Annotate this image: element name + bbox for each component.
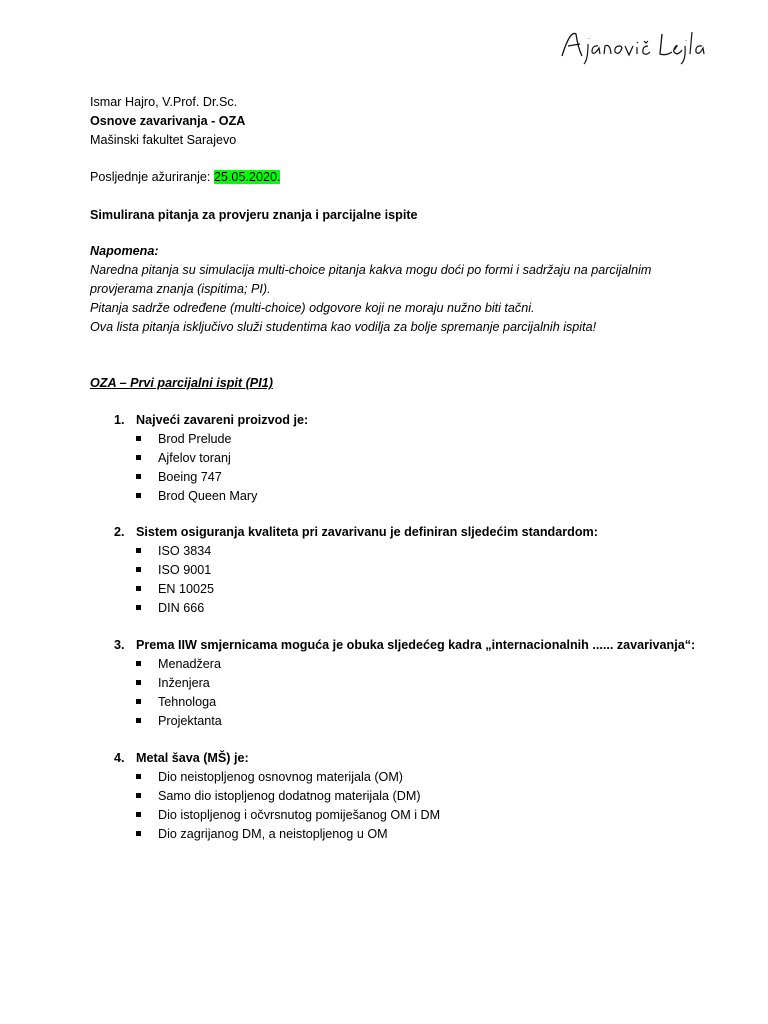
note-heading: Napomena: (90, 244, 159, 258)
bullet-icon (136, 812, 141, 817)
answer-option: DIN 666 (158, 601, 205, 615)
document-title: Simulirana pitanja za provjeru znanja i parcijalne ispite (90, 208, 418, 222)
question-text: Sistem osiguranja kvaliteta pri zavarivanu je definiran sljedećim standardom: (136, 525, 598, 539)
answer-option: Inženjera (158, 676, 210, 690)
update-label: Posljednje ažuriranje: (90, 170, 214, 184)
question-number: 3. (114, 638, 125, 652)
bullet-icon (136, 831, 141, 836)
answer-option: Dio zagrijanog DM, a neistopljenog u OM (158, 827, 388, 841)
note-line: Ova lista pitanja isključivo služi studentima kao vodilja za bolje spremanje parcijalnih ispita! (90, 320, 597, 334)
update-date: 25.05.2020. (213, 170, 281, 184)
answer-option: Tehnologa (158, 695, 217, 709)
bullet-icon (136, 718, 141, 723)
answer-option: Dio istopljenog i očvrsnutog pomiješanog OM i DM (158, 808, 441, 822)
answer-option: Brod Queen Mary (158, 489, 258, 503)
question-number: 4. (114, 751, 125, 765)
answer-option: ISO 9001 (158, 563, 212, 577)
signature-drawing (558, 26, 708, 66)
bullet-icon (136, 699, 141, 704)
answer-option: EN 10025 (158, 582, 215, 596)
bullet-icon (136, 661, 141, 666)
bullet-icon (136, 474, 141, 479)
note-line: provjerama znanja (ispitima; PI). (90, 282, 271, 296)
bullet-icon (136, 436, 141, 441)
note-line: Pitanja sadrže određene (multi-choice) odgovore koji ne moraju nužno biti tačni. (90, 301, 535, 315)
faculty-name: Mašinski fakultet Sarajevo (90, 133, 237, 147)
bullet-icon (136, 548, 141, 553)
answer-option: Projektanta (158, 714, 222, 728)
course-title: Osnove zavarivanja - OZA (90, 114, 246, 128)
section-title: OZA – Prvi parcijalni ispit (PI1) (90, 376, 273, 390)
bullet-icon (136, 680, 141, 685)
question-text: Najveći zavareni proizvod je: (136, 413, 309, 427)
answer-option: Brod Prelude (158, 432, 232, 446)
bullet-icon (136, 586, 141, 591)
bullet-icon (136, 493, 141, 498)
answer-option: Ajfelov toranj (158, 451, 231, 465)
question-number: 2. (114, 525, 125, 539)
handwritten-signature (558, 26, 708, 66)
answer-option: Menadžera (158, 657, 222, 671)
bullet-icon (136, 605, 141, 610)
question-text: Metal šava (MŠ) je: (136, 751, 249, 765)
answer-option: ISO 3834 (158, 544, 212, 558)
bullet-icon (136, 567, 141, 572)
bullet-icon (136, 793, 141, 798)
answer-option: Dio neistopljenog osnovnog materijala (OM) (158, 770, 404, 784)
answer-option: Samo dio istopljenog dodatnog materijala (DM) (158, 789, 421, 803)
question-number: 1. (114, 413, 125, 427)
bullet-icon (136, 455, 141, 460)
answer-option: Boeing 747 (158, 470, 222, 484)
update-line (90, 169, 280, 185)
bullet-icon (136, 774, 141, 779)
note-line: Naredna pitanja su simulacija multi-choice pitanja kakva mogu doći po formi i sadržaju na parcijalnim (90, 263, 652, 277)
author-name: Ismar Hajro, V.Prof. Dr.Sc. (90, 95, 238, 109)
question-text: Prema IIW smjernicama moguća je obuka sljedećeg kadra „internacionalnih ...... zavarivanja“: (136, 638, 696, 652)
